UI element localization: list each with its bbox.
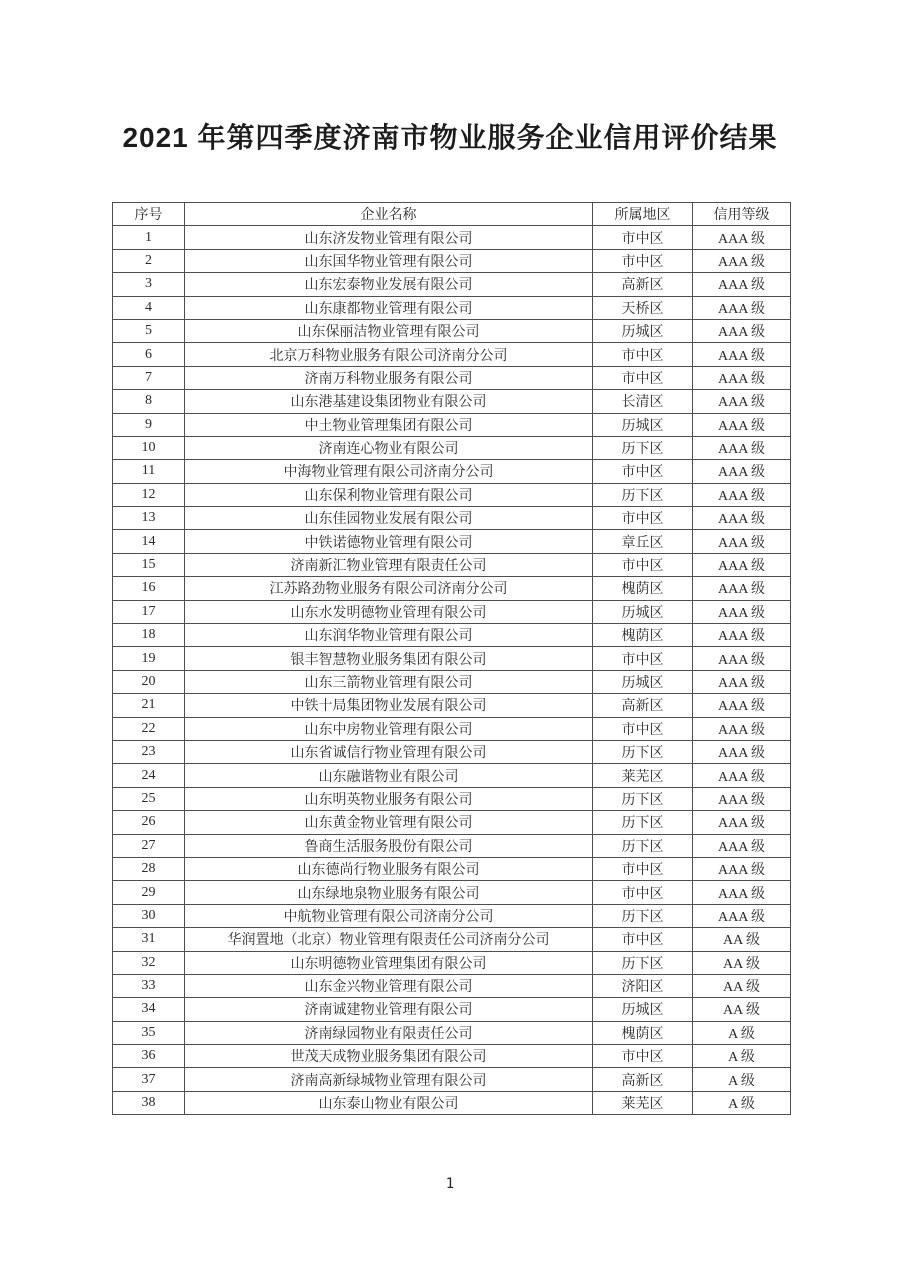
cell-rating: AAA 级 <box>693 530 791 553</box>
cell-no: 27 <box>113 834 185 857</box>
cell-company: 山东水发明德物业管理有限公司 <box>185 600 593 623</box>
cell-district: 高新区 <box>593 694 693 717</box>
table-row <box>113 811 791 834</box>
cell-district: 章丘区 <box>593 530 693 553</box>
cell-company: 济南万科物业服务有限公司 <box>185 366 593 389</box>
cell-company: 济南新汇物业管理有限责任公司 <box>185 553 593 576</box>
cell-rating: A 级 <box>693 1091 791 1114</box>
cell-district: 槐荫区 <box>593 624 693 647</box>
cell-district: 历下区 <box>593 811 693 834</box>
cell-no: 19 <box>113 647 185 670</box>
cell-no: 17 <box>113 600 185 623</box>
cell-company: 济南诚建物业管理有限公司 <box>185 998 593 1021</box>
cell-company: 山东国华物业管理有限公司 <box>185 249 593 272</box>
cell-company: 济南绿园物业有限责任公司 <box>185 1021 593 1044</box>
header-cell-rating: 信用等级 <box>693 203 791 226</box>
cell-rating: AAA 级 <box>693 740 791 763</box>
table-row <box>113 249 791 272</box>
cell-district: 长清区 <box>593 390 693 413</box>
cell-district: 历城区 <box>593 998 693 1021</box>
table-row <box>113 1021 791 1044</box>
cell-district: 市中区 <box>593 857 693 880</box>
cell-company: 山东泰山物业有限公司 <box>185 1091 593 1114</box>
cell-company: 山东黄金物业管理有限公司 <box>185 811 593 834</box>
cell-company: 山东省诚信行物业管理有限公司 <box>185 740 593 763</box>
cell-district: 市中区 <box>593 928 693 951</box>
cell-rating: AAA 级 <box>693 857 791 880</box>
cell-no: 13 <box>113 507 185 530</box>
table-row <box>113 413 791 436</box>
cell-no: 7 <box>113 366 185 389</box>
table-row <box>113 226 791 249</box>
page-number: 1 <box>445 1176 455 1192</box>
cell-no: 3 <box>113 273 185 296</box>
header-cell-no: 序号 <box>113 203 185 226</box>
cell-district: 历下区 <box>593 904 693 927</box>
cell-district: 市中区 <box>593 881 693 904</box>
cell-no: 21 <box>113 694 185 717</box>
cell-rating: AAA 级 <box>693 694 791 717</box>
cell-no: 33 <box>113 974 185 997</box>
cell-rating: AAA 级 <box>693 670 791 693</box>
cell-district: 济阳区 <box>593 974 693 997</box>
cell-rating: AAA 级 <box>693 413 791 436</box>
cell-rating: AAA 级 <box>693 343 791 366</box>
cell-company: 山东济发物业管理有限公司 <box>185 226 593 249</box>
cell-rating: AAA 级 <box>693 460 791 483</box>
table-row <box>113 460 791 483</box>
cell-district: 历下区 <box>593 483 693 506</box>
cell-district: 市中区 <box>593 717 693 740</box>
cell-district: 高新区 <box>593 1068 693 1091</box>
cell-no: 22 <box>113 717 185 740</box>
page-title: 2021 年第四季度济南市物业服务企业信用评价结果 <box>122 122 778 153</box>
cell-no: 14 <box>113 530 185 553</box>
credit-rating-table <box>112 202 791 1115</box>
cell-company: 北京万科物业服务有限公司济南分公司 <box>185 343 593 366</box>
cell-district: 市中区 <box>593 507 693 530</box>
cell-rating: A 级 <box>693 1021 791 1044</box>
cell-no: 6 <box>113 343 185 366</box>
cell-company: 世茂天成物业服务集团有限公司 <box>185 1045 593 1068</box>
cell-company: 银丰智慧物业服务集团有限公司 <box>185 647 593 670</box>
table-row <box>113 857 791 880</box>
cell-no: 38 <box>113 1091 185 1114</box>
cell-district: 历下区 <box>593 951 693 974</box>
cell-district: 莱芜区 <box>593 764 693 787</box>
cell-company: 山东绿地泉物业服务有限公司 <box>185 881 593 904</box>
cell-company: 山东三箭物业管理有限公司 <box>185 670 593 693</box>
cell-company: 山东康都物业管理有限公司 <box>185 296 593 319</box>
cell-rating: AA 级 <box>693 998 791 1021</box>
cell-company: 山东明德物业管理集团有限公司 <box>185 951 593 974</box>
cell-no: 25 <box>113 787 185 810</box>
table-header <box>113 203 791 226</box>
cell-no: 4 <box>113 296 185 319</box>
cell-district: 历城区 <box>593 319 693 342</box>
cell-rating: AAA 级 <box>693 553 791 576</box>
cell-company: 山东中房物业管理有限公司 <box>185 717 593 740</box>
cell-district: 历下区 <box>593 740 693 763</box>
table-row <box>113 740 791 763</box>
header-row <box>113 203 791 226</box>
cell-rating: AAA 级 <box>693 390 791 413</box>
cell-rating: AAA 级 <box>693 273 791 296</box>
cell-rating: AAA 级 <box>693 483 791 506</box>
cell-no: 20 <box>113 670 185 693</box>
table-row <box>113 928 791 951</box>
cell-rating: AAA 级 <box>693 647 791 670</box>
cell-no: 5 <box>113 319 185 342</box>
table-row <box>113 904 791 927</box>
cell-no: 24 <box>113 764 185 787</box>
cell-no: 37 <box>113 1068 185 1091</box>
cell-rating: AAA 级 <box>693 624 791 647</box>
cell-district: 市中区 <box>593 226 693 249</box>
cell-district: 市中区 <box>593 343 693 366</box>
cell-no: 23 <box>113 740 185 763</box>
cell-district: 莱芜区 <box>593 1091 693 1114</box>
cell-no: 12 <box>113 483 185 506</box>
table-row <box>113 974 791 997</box>
cell-district: 历城区 <box>593 413 693 436</box>
cell-rating: AAA 级 <box>693 319 791 342</box>
cell-company: 山东融谐物业有限公司 <box>185 764 593 787</box>
cell-no: 9 <box>113 413 185 436</box>
table-row <box>113 834 791 857</box>
cell-company: 山东保丽洁物业管理有限公司 <box>185 319 593 342</box>
cell-company: 江苏路劲物业服务有限公司济南分公司 <box>185 577 593 600</box>
cell-no: 16 <box>113 577 185 600</box>
cell-district: 历城区 <box>593 670 693 693</box>
table-row <box>113 296 791 319</box>
cell-district: 历下区 <box>593 436 693 459</box>
cell-no: 28 <box>113 857 185 880</box>
cell-district: 槐荫区 <box>593 577 693 600</box>
cell-no: 8 <box>113 390 185 413</box>
cell-no: 10 <box>113 436 185 459</box>
cell-no: 35 <box>113 1021 185 1044</box>
cell-district: 市中区 <box>593 366 693 389</box>
table-row <box>113 436 791 459</box>
cell-company: 山东明英物业服务有限公司 <box>185 787 593 810</box>
cell-district: 天桥区 <box>593 296 693 319</box>
cell-rating: AAA 级 <box>693 249 791 272</box>
cell-rating: AAA 级 <box>693 717 791 740</box>
cell-district: 高新区 <box>593 273 693 296</box>
table-row <box>113 1068 791 1091</box>
cell-no: 36 <box>113 1045 185 1068</box>
cell-district: 市中区 <box>593 647 693 670</box>
cell-company: 山东宏泰物业发展有限公司 <box>185 273 593 296</box>
cell-company: 山东金兴物业管理有限公司 <box>185 974 593 997</box>
cell-district: 市中区 <box>593 249 693 272</box>
cell-no: 30 <box>113 904 185 927</box>
cell-no: 31 <box>113 928 185 951</box>
cell-company: 山东保利物业管理有限公司 <box>185 483 593 506</box>
cell-rating: AAA 级 <box>693 811 791 834</box>
table-row <box>113 647 791 670</box>
table-row <box>113 717 791 740</box>
cell-district: 历下区 <box>593 834 693 857</box>
cell-no: 32 <box>113 951 185 974</box>
table-row <box>113 343 791 366</box>
cell-rating: A 级 <box>693 1045 791 1068</box>
table-row <box>113 390 791 413</box>
table-row <box>113 600 791 623</box>
cell-rating: AAA 级 <box>693 764 791 787</box>
cell-rating: AAA 级 <box>693 881 791 904</box>
cell-company: 中海物业管理有限公司济南分公司 <box>185 460 593 483</box>
cell-district: 历下区 <box>593 787 693 810</box>
cell-no: 11 <box>113 460 185 483</box>
cell-rating: AAA 级 <box>693 600 791 623</box>
cell-no: 2 <box>113 249 185 272</box>
header-cell-district: 所属地区 <box>593 203 693 226</box>
cell-no: 26 <box>113 811 185 834</box>
cell-rating: AA 级 <box>693 928 791 951</box>
cell-district: 市中区 <box>593 1045 693 1068</box>
table-row <box>113 881 791 904</box>
cell-no: 34 <box>113 998 185 1021</box>
table-row <box>113 553 791 576</box>
table-row <box>113 1091 791 1114</box>
cell-company: 鲁商生活服务股份有限公司 <box>185 834 593 857</box>
cell-rating: AAA 级 <box>693 366 791 389</box>
cell-rating: AAA 级 <box>693 296 791 319</box>
cell-company: 山东润华物业管理有限公司 <box>185 624 593 647</box>
cell-rating: AAA 级 <box>693 904 791 927</box>
cell-rating: AAA 级 <box>693 577 791 600</box>
table-row <box>113 483 791 506</box>
cell-rating: AAA 级 <box>693 436 791 459</box>
cell-company: 山东港基建设集团物业有限公司 <box>185 390 593 413</box>
cell-rating: AAA 级 <box>693 787 791 810</box>
table-row <box>113 787 791 810</box>
table-row <box>113 577 791 600</box>
cell-rating: AAA 级 <box>693 226 791 249</box>
cell-rating: AA 级 <box>693 974 791 997</box>
cell-no: 15 <box>113 553 185 576</box>
table-row <box>113 319 791 342</box>
cell-company: 中航物业管理有限公司济南分公司 <box>185 904 593 927</box>
cell-company: 中铁诺德物业管理有限公司 <box>185 530 593 553</box>
cell-rating: AA 级 <box>693 951 791 974</box>
cell-company: 华润置地（北京）物业管理有限责任公司济南分公司 <box>185 928 593 951</box>
cell-company: 济南高新绿城物业管理有限公司 <box>185 1068 593 1091</box>
table-row <box>113 366 791 389</box>
table-row <box>113 694 791 717</box>
table-row <box>113 1045 791 1068</box>
header-cell-company: 企业名称 <box>185 203 593 226</box>
table-row <box>113 764 791 787</box>
cell-company: 山东德尚行物业服务有限公司 <box>185 857 593 880</box>
cell-district: 市中区 <box>593 460 693 483</box>
cell-rating: AAA 级 <box>693 507 791 530</box>
table-row <box>113 951 791 974</box>
cell-district: 槐荫区 <box>593 1021 693 1044</box>
cell-rating: A 级 <box>693 1068 791 1091</box>
table-row <box>113 507 791 530</box>
cell-company: 山东佳园物业发展有限公司 <box>185 507 593 530</box>
table-row <box>113 998 791 1021</box>
table-body <box>113 226 791 1115</box>
cell-company: 中铁十局集团物业发展有限公司 <box>185 694 593 717</box>
cell-no: 29 <box>113 881 185 904</box>
cell-company: 中土物业管理集团有限公司 <box>185 413 593 436</box>
cell-company: 济南连心物业有限公司 <box>185 436 593 459</box>
cell-no: 18 <box>113 624 185 647</box>
table-row <box>113 530 791 553</box>
cell-district: 市中区 <box>593 553 693 576</box>
table-row <box>113 624 791 647</box>
table-row <box>113 273 791 296</box>
cell-district: 历城区 <box>593 600 693 623</box>
cell-no: 1 <box>113 226 185 249</box>
cell-rating: AAA 级 <box>693 834 791 857</box>
table-row <box>113 670 791 693</box>
